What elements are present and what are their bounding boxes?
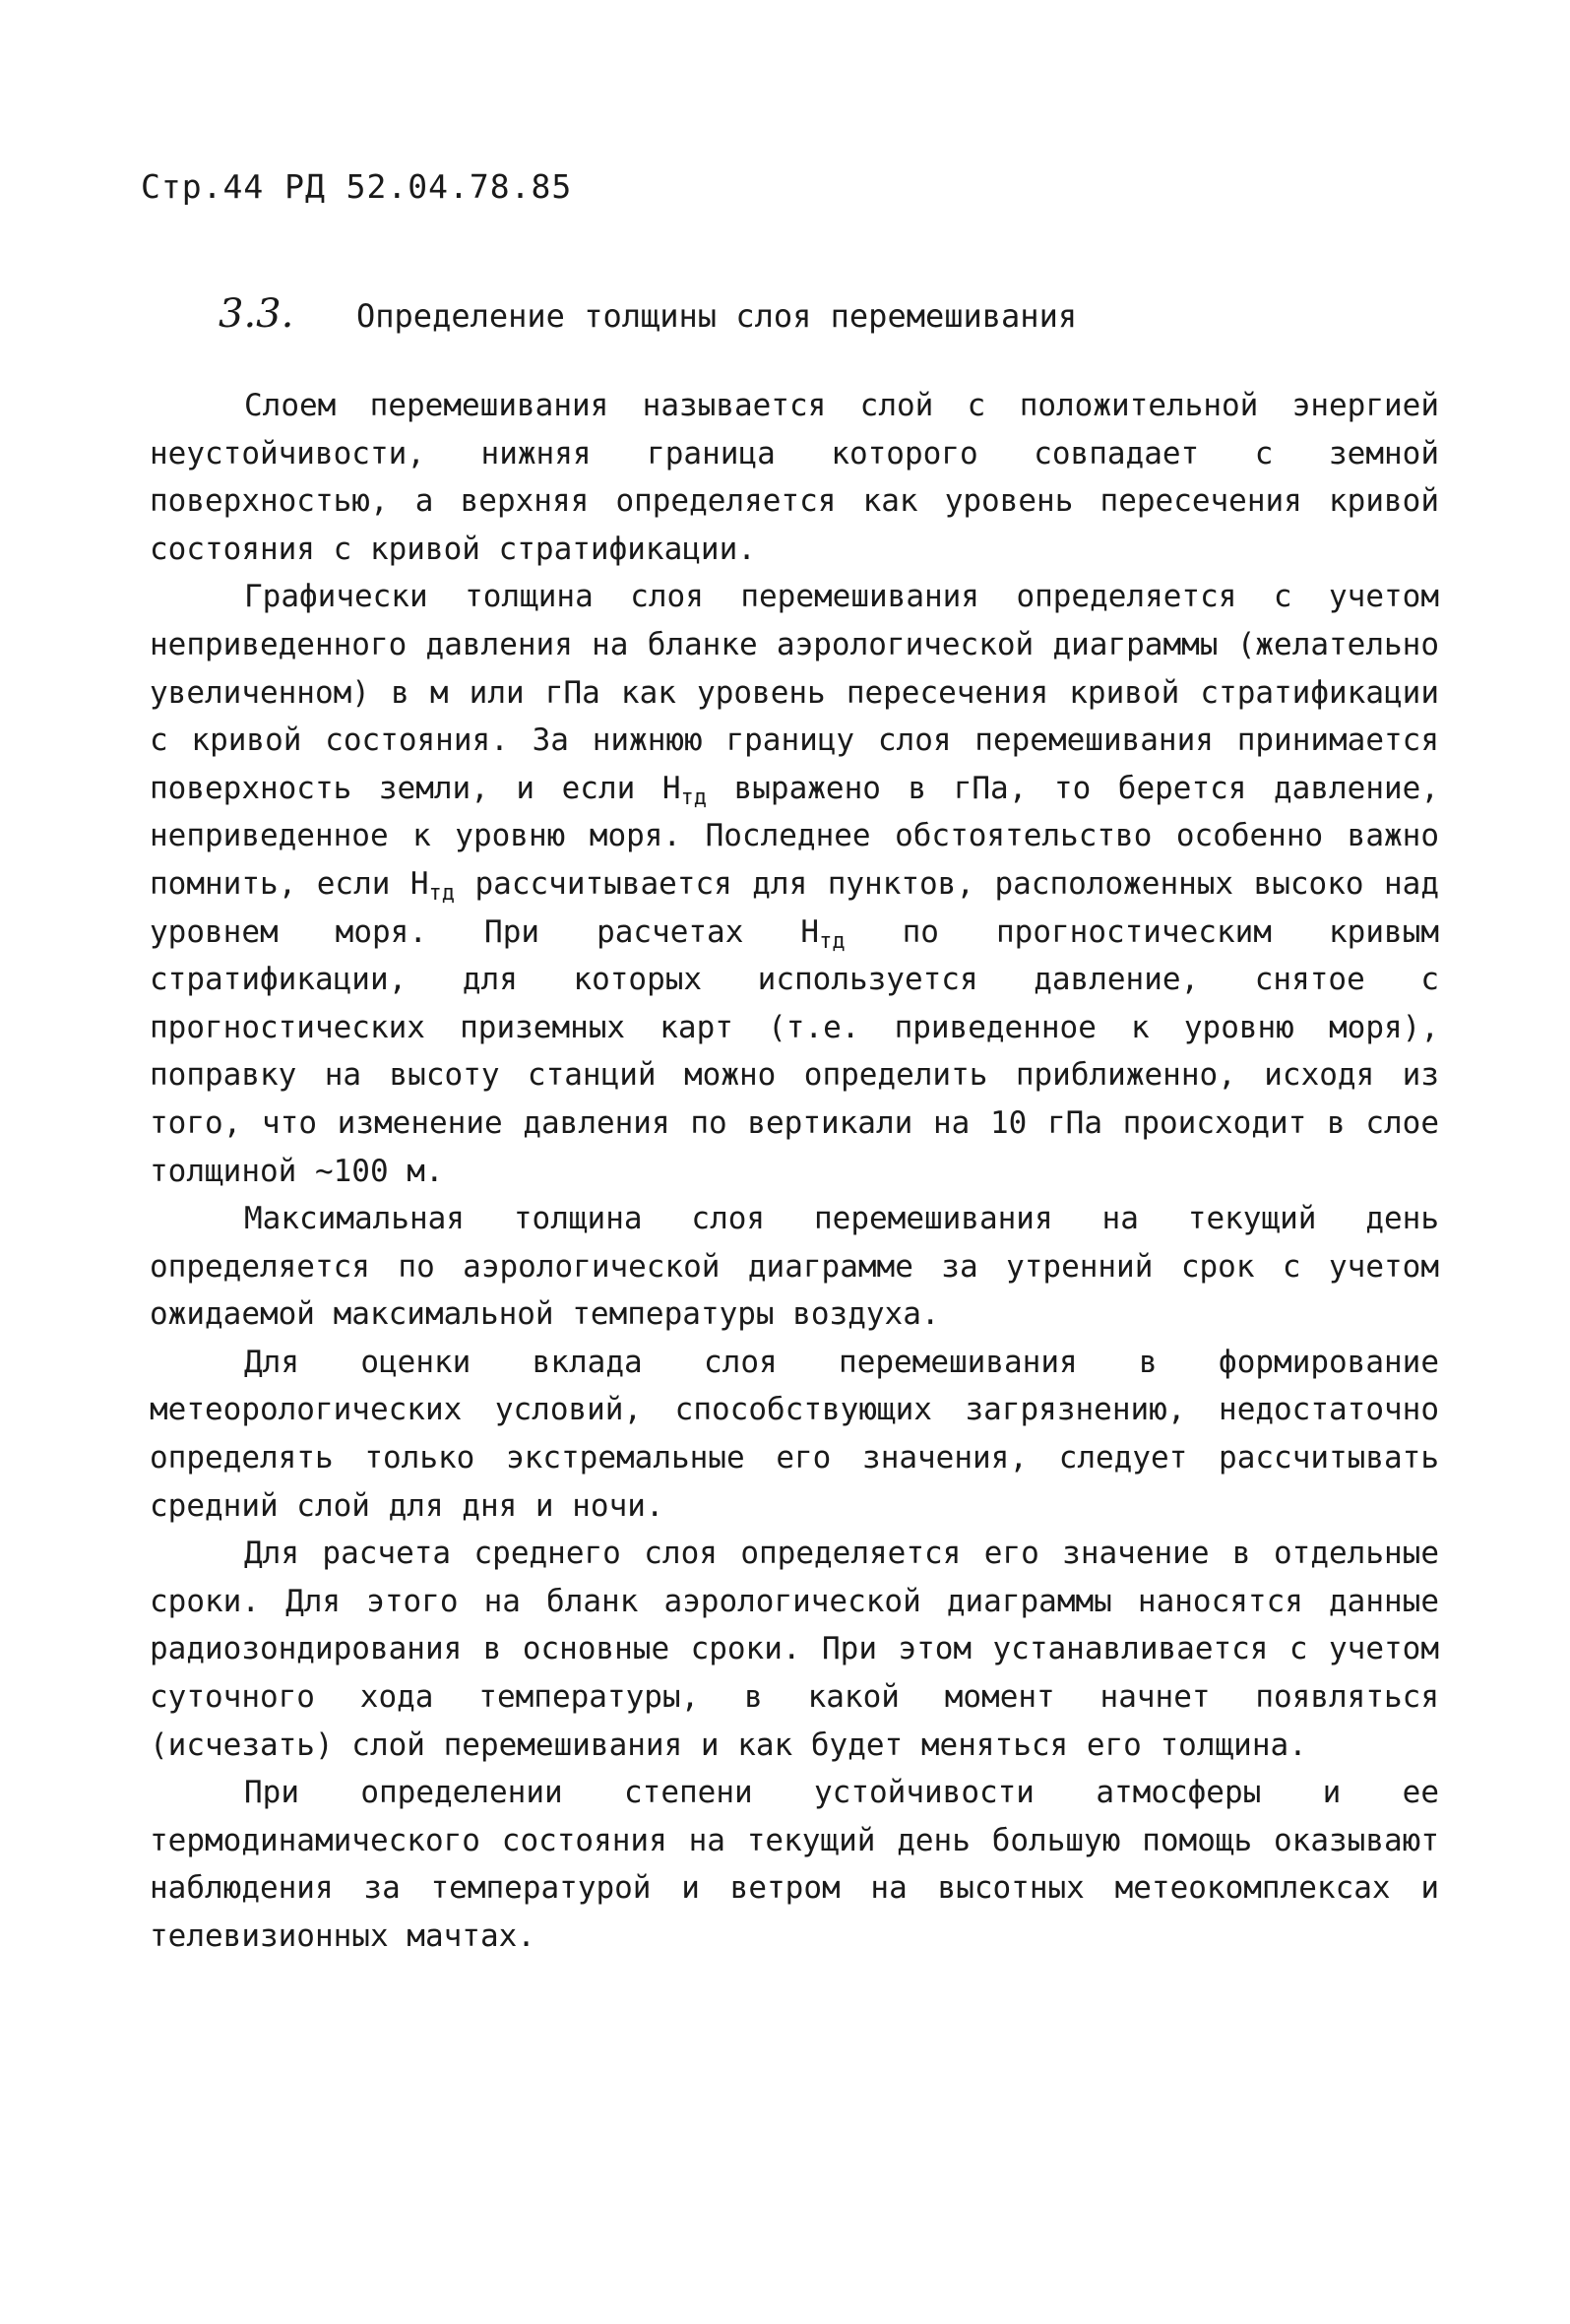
body-text: [150, 382, 1439, 1961]
paragraph-5: Для расчета среднего слоя определяется его значение в отдельные сроки. Для этого на бланк аэрологической диаграммы наносятся данные радиозондирования в основные сроки. При этом устанавливается с учетом суточного хода температуры, в какой момент начнет появляться (исчезать) слой перемешивания и как будет меняться его толщина.: [150, 1536, 1439, 1763]
subscript-td: тд: [428, 880, 456, 906]
paragraph-2: [150, 573, 1439, 1195]
section-heading: [219, 291, 1077, 337]
paragraph-4: Для оценки вклада слоя перемешивания в формирование метеорологических условий, способствующих загрязнению, недостаточно определять только экстремальные его значения, следует рассчитывать средний слой для дня и ночи.: [150, 1344, 1439, 1524]
subscript-td: тд: [819, 928, 846, 954]
paragraph-2-text-b: выражено в гПа, то берется давление, неприведенное к уровню моря. Последнее обстоятельство особенно важно помнить, если Н: [150, 770, 1439, 902]
paragraph-2-text-d: по прогностическим кривым стратификации, для которых используется давление, снятое с прогностических приземных карт (т.е. приведенное к уровню моря), поправку на высоту станций можно определить приближенно, исходя из того, что изменение давления по вертикали на 10 гПа происходит в слое толщиной ~100 м.: [150, 913, 1439, 1189]
page-header: Стр.44 РД 52.04.78.85: [141, 167, 573, 206]
section-title: Определение толщины слоя перемешивания: [356, 297, 1078, 335]
paragraph-3: Максимальная толщина слоя перемешивания на текущий день определяется по аэрологической диаграмме за утренний срок с учетом ожидаемой максимальной температуры воздуха.: [150, 1201, 1439, 1333]
paragraph-6: При определении степени устойчивости атмосферы и ее термодинамического состояния на текущий день большую помощь оказывают наблюдения за температурой и ветром на высотных метеокомплексах и телевизионных мачтах.: [150, 1775, 1439, 1954]
paragraph-2-text-c: рассчитывается для пунктов, расположенных высоко над уровнем моря. При расчетах Н: [150, 865, 1439, 950]
paragraph-2-text-a: Графически толщина слоя перемешивания определяется с учетом неприведенного давления на бланке аэрологической диаграммы (желательно увеличенном) в м или гПа как уровень пересечения кривой стратификации с кривой состояния. За нижнюю границу слоя перемешивания принимается поверхность земли, и если Н: [150, 579, 1439, 806]
paragraph-1: Слоем перемешивания называется слой с положительной энергией неустойчивости, нижняя граница которого совпадает с земной поверхностью, а верхняя определяется как уровень пересечения кривой состояния с кривой стратификации.: [150, 388, 1439, 567]
subscript-td: тд: [680, 785, 708, 810]
section-number: 3.3.: [219, 291, 294, 337]
